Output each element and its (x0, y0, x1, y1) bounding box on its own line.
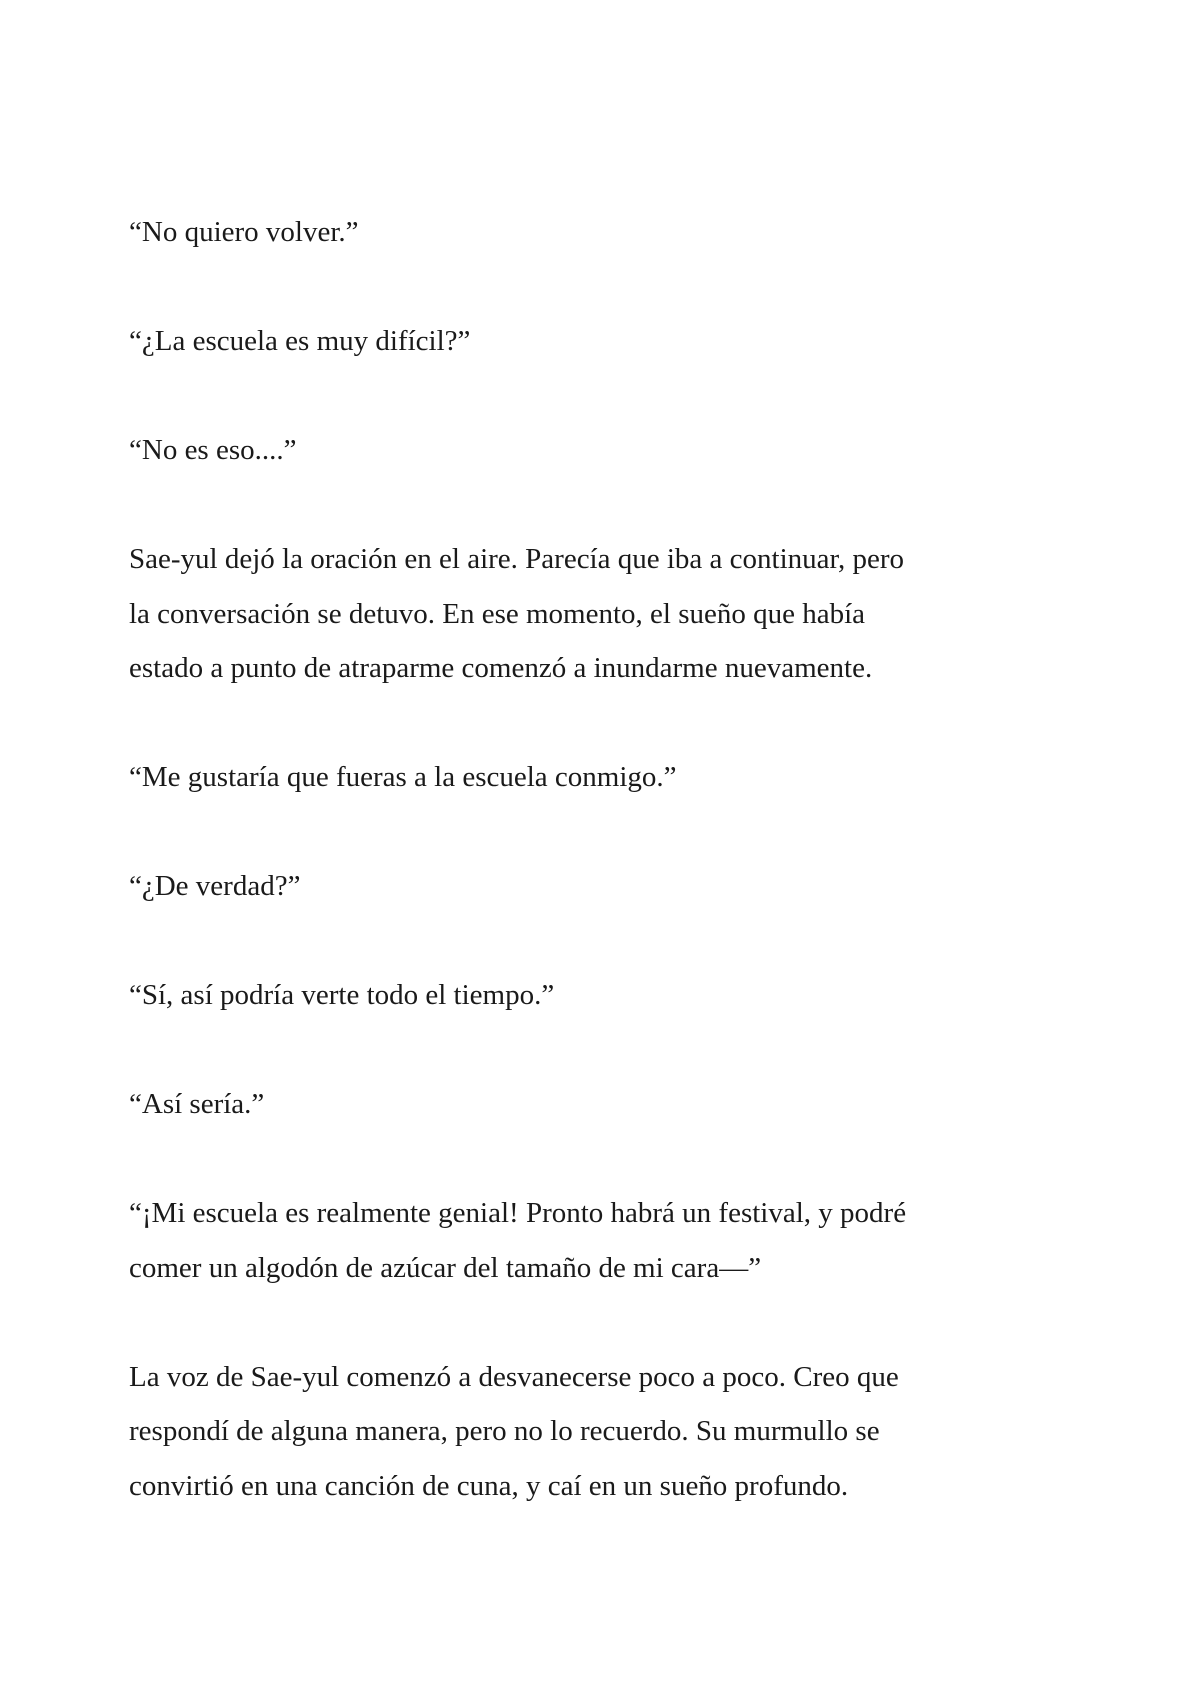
document-page (129, 205, 1089, 1568)
text-line: “Así sería.” (129, 1088, 265, 1120)
text-line: comer un algodón de azúcar del tamaño de mi cara—” (129, 1251, 762, 1284)
paragraph (129, 532, 1089, 696)
paragraph (129, 859, 1089, 914)
text-line: estado a punto de atraparme comenzó a inundarme nuevamente. (129, 652, 873, 684)
text-line: “¡Mi escuela es realmente genial! Pronto habrá un festival, y podré (129, 1197, 907, 1229)
text-line: “No quiero volver.” (129, 216, 359, 248)
text-line: la conversación se detuvo. En ese momento, el sueño que había (129, 597, 866, 630)
text-line: respondí de alguna manera, pero no lo recuerdo. Su murmullo se (129, 1415, 880, 1447)
text-line: Sae-yul dejó la oración en el aire. Parecía que iba a continuar, pero (129, 543, 905, 575)
paragraph (129, 423, 1089, 478)
text-line: “No es eso....” (129, 434, 297, 466)
text-line: “¿De verdad?” (129, 870, 301, 902)
text-line: La voz de Sae-yul comenzó a desvanecerse poco a poco. Creo que (129, 1360, 899, 1393)
paragraph (129, 205, 1089, 260)
paragraph (129, 1350, 1089, 1514)
paragraph (129, 314, 1089, 369)
text-line: “Sí, así podría verte todo el tiempo.” (129, 979, 555, 1011)
text-line: “¿La escuela es muy difícil?” (129, 325, 471, 357)
paragraph (129, 750, 1089, 805)
paragraph (129, 1077, 1089, 1132)
paragraph (129, 1186, 1089, 1295)
text-line: “Me gustaría que fueras a la escuela conmigo.” (129, 761, 677, 793)
paragraph (129, 968, 1089, 1023)
text-line: convirtió en una canción de cuna, y caí en un sueño profundo. (129, 1469, 849, 1502)
